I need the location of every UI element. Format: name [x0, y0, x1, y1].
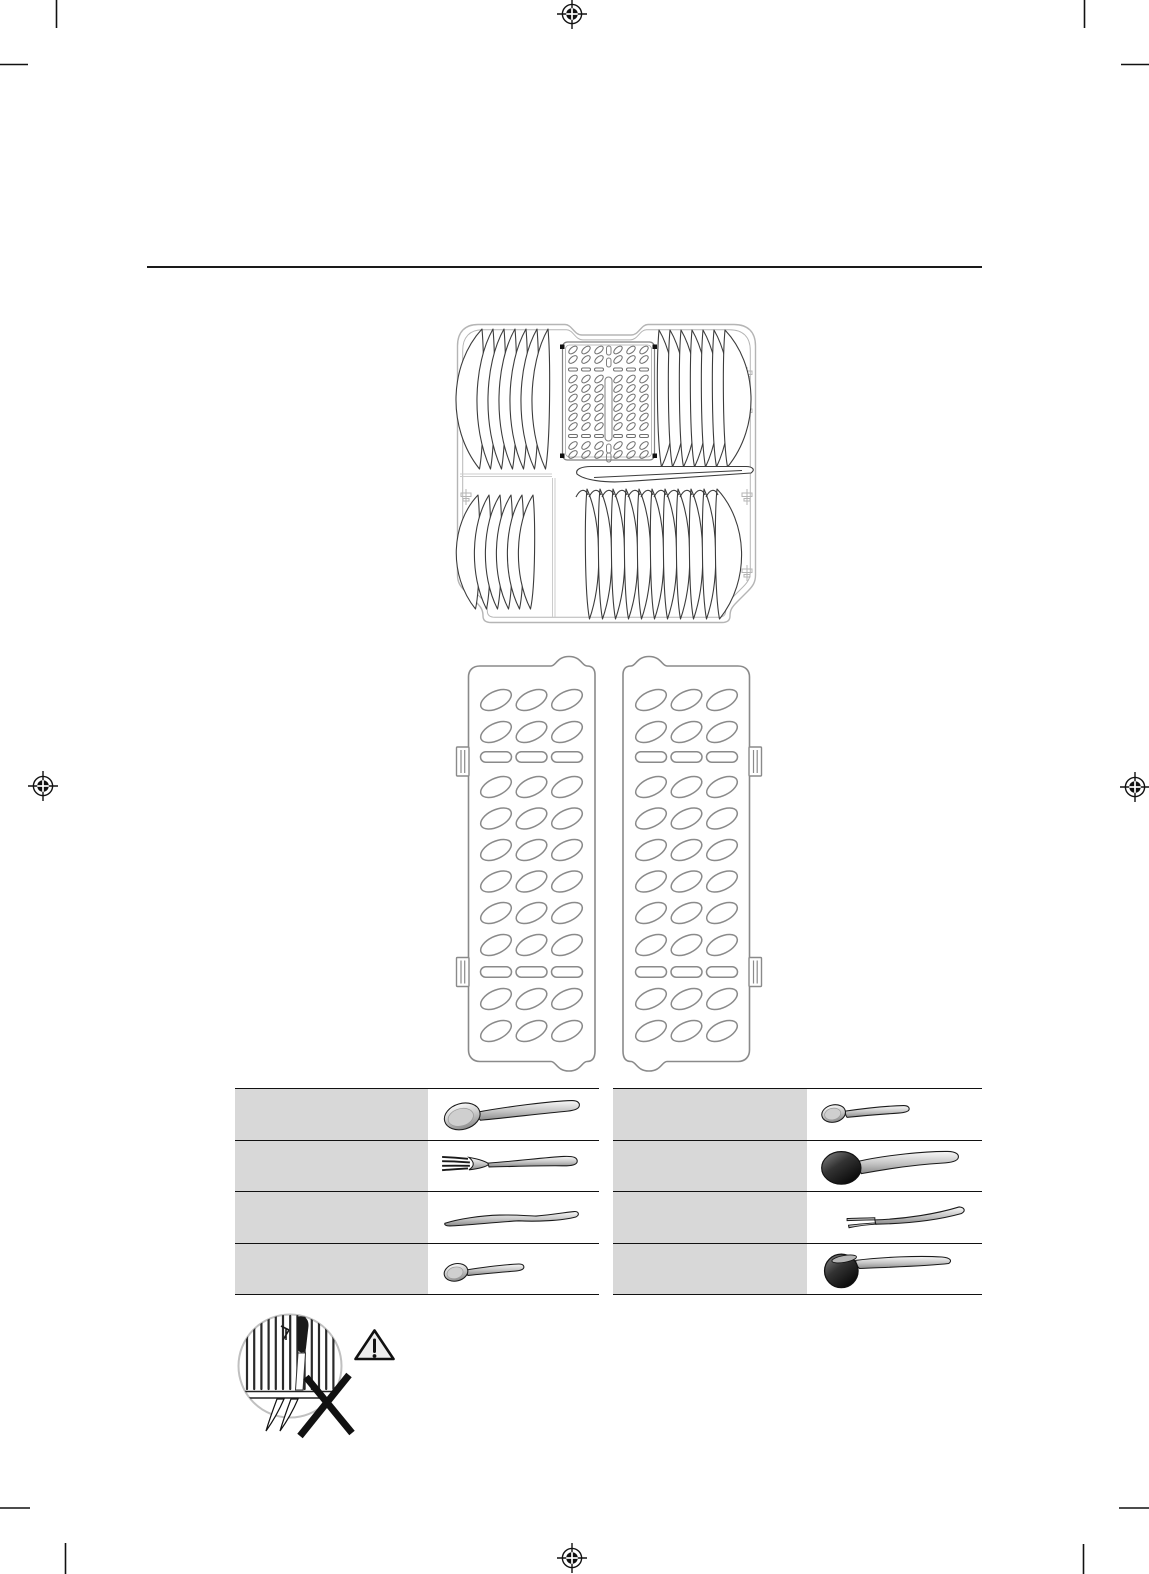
cutlery-label-cell	[613, 1141, 807, 1192]
cutlery-label-cell	[613, 1089, 807, 1140]
serving-spoon-icon	[812, 1143, 977, 1189]
table-row	[235, 1089, 599, 1141]
cutlery-table-left	[235, 1088, 599, 1295]
cutlery-label-cell	[235, 1244, 428, 1295]
cutlery-image-cell	[428, 1141, 599, 1192]
teaspoon-icon	[431, 1246, 596, 1292]
table-row	[235, 1141, 599, 1193]
knife-icon	[431, 1194, 596, 1240]
section-divider-rule	[147, 266, 982, 268]
cutlery-label-cell	[235, 1089, 428, 1140]
table-row	[235, 1192, 599, 1244]
serving-fork-icon	[812, 1194, 977, 1240]
cutlery-image-cell	[428, 1089, 599, 1140]
tablespoon-icon	[431, 1091, 596, 1137]
cutlery-image-cell	[807, 1141, 982, 1192]
cutlery-image-cell	[428, 1244, 599, 1295]
dessert-spoon-icon	[812, 1091, 977, 1137]
table-row	[613, 1192, 982, 1244]
cutlery-label-cell	[235, 1192, 428, 1243]
table-row	[613, 1141, 982, 1193]
cutlery-image-cell	[807, 1244, 982, 1295]
table-row	[235, 1244, 599, 1296]
cutlery-table-right	[613, 1088, 982, 1295]
cutlery-image-cell	[807, 1089, 982, 1140]
lower-basket-diagram	[456, 325, 756, 623]
cutlery-label-cell	[613, 1244, 807, 1295]
table-row	[613, 1244, 982, 1296]
cutlery-label-cell	[235, 1141, 428, 1192]
cutlery-image-cell	[428, 1192, 599, 1243]
table-row	[613, 1089, 982, 1141]
cutlery-label-cell	[613, 1192, 807, 1243]
cutlery-flats-diagram	[457, 657, 762, 1072]
knife-warning-illustration	[238, 1315, 394, 1437]
gravy-ladle-icon	[812, 1246, 977, 1292]
cutlery-image-cell	[807, 1192, 982, 1243]
fork-icon	[431, 1143, 596, 1189]
